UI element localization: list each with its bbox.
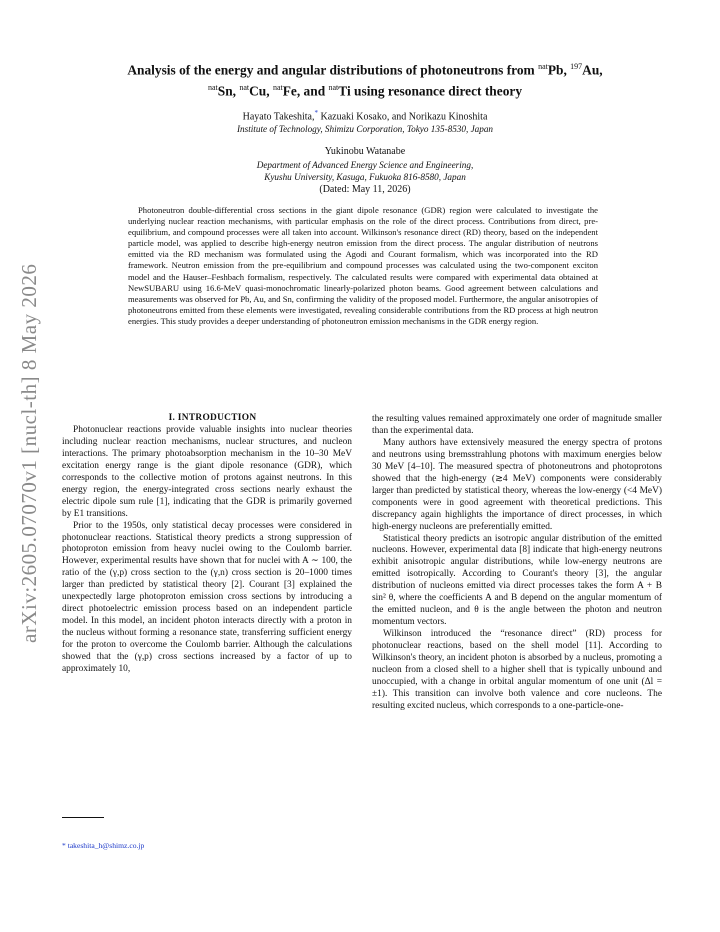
arxiv-identifier[interactable]: arXiv:2605.07070v1 [nucl-th] 8 May 2026 (17, 263, 41, 643)
author-block-2 (60, 146, 670, 196)
intro-paragraph-2: Prior to the 1950s, only statistical decay processes were considered in photonuclear reactions. Statistical theory predicts a strong suppression of photoproton emission from heavy nuclei owing to the Coulomb barrier. However, experimental results have shown that for nuclei with A ∼ 100, the ratio of the (γ,p) cross section to the (γ,n) cross section is 20–1000 times larger than predicted by statistical theory [2]. Courant [3] explained the unexpectedly large photoproton emission cross sections by introducing a direct photoelectric emission process based on an independent particle model. In this model, an incident photon interacts directly with a proton in the nucleus without forming a resonance state, transferring sufficient energy for the proton to overcome the Coulomb barrier. Although the calculations showed that the (γ,p) cross sections increased by a factor of up to approximately 10, (62, 520, 352, 675)
affiliation-shimizu: Institute of Technology, Shimizu Corporation, Tokyo 135-8530, Japan (236, 124, 494, 135)
coauthors: Kazuaki Kosako, and Norikazu Kinoshita (317, 111, 488, 123)
author-email-link[interactable]: takeshita_h@shimz.co.jp (67, 841, 145, 850)
title-line-2: $^{nat}$Sn, $^{nat}$Cu, $^{nat}$Fe, and $^{nat}$Ti using resonance direct theory (207, 83, 523, 99)
footnote-rule (62, 817, 104, 818)
author-block-1 (60, 107, 670, 136)
abstract: Photoneutron double-differential cross sections in the giant dipole resonance (GDR) region were calculated to investigate the underlying nuclear reaction mechanisms, with particular emphasis on the role of the direct process. Contributions from direct, pre-equilibrium, and compound processes were all taken into account. Wilkinson's resonance direct (RD) theory, based on the independent particle model, was applied to describe high-energy neutron emission from the direct process. The angular distribution of neutrons emitted via the RD mechanism was formulated using the Agodi and Courant formalism, which was incorporated into the RD framework. Neutron emission from the pre-equilibrium and compound processes was calculated using the two-component exciton model and the Hauser–Feshbach formalism, respectively. The calculated results were compared with experimental data obtained at NewSUBARU using 16.6-MeV quasi-monochromatic linearly-polarized photon beams. Good agreement between calculations and measurements was observed for Pb, Au, and Sn, confirming the validity of the proposed model. Furthermore, the angular anisotropies of photoneutrons emitted from these elements were investigated, revealing considerable contributions from the RD process at high neutron energies. This study provides a deeper understanding of photoneutron emission mechanisms in the GDR energy region. (128, 205, 598, 326)
title-line-1: Analysis of the energy and angular distributions of photoneutrons from $^{nat}$Pb, $^{197}$Au, (127, 62, 603, 78)
footnote-marker: * (62, 841, 66, 850)
date-line: (Dated: May 11, 2026) (319, 183, 411, 195)
section-heading-introduction: I. INTRODUCTION (168, 413, 257, 423)
affiliation-kyushu-line-1: Department of Advanced Energy Science and Engineering, (256, 159, 474, 170)
corresponding-author-marker[interactable]: * (314, 109, 318, 117)
author-watanabe: Yukinobu Watanabe (324, 146, 406, 157)
first-author: Hayato Takeshita, (242, 111, 315, 123)
intro-paragraph-3: Many authors have extensively measured the energy spectra of protons and neutrons using bremsstrahlung photons with maximum energies below 30 MeV [4–10]. The measured spectra of photoneutrons and photoprotons showed that the high-energy (≳4 MeV) components were considerably larger than predicted by statistical theory, whereas the low-energy (<4 MeV) components were in good agreement with theoretical predictions. This discrepancy again highlights the importance of direct processes, in which high-energy nucleons are preferentially emitted. (372, 437, 662, 532)
right-column (372, 414, 662, 713)
author-list (60, 107, 670, 123)
affiliation-kyushu-line-2: Kyushu University, Kasuga, Fukuoka 816-8580, Japan (264, 172, 466, 182)
intro-paragraph-2-continued: the resulting values remained approximately one order of magnitude smaller than the experimental data. (372, 414, 662, 436)
intro-paragraph-4: Statistical theory predicts an isotropic angular distribution of the emitted nucleons. However, experimental data [8] indicate that high-energy neutrons exhibit anisotropic angular distributions, while low-energy neutrons are emitted isotropically. According to Courant's theory [3], the angular distribution of nucleons emitted via direct processes takes the form A + B sin² θ, where the coefficients A and B depend on the angular momentum of the emitted nucleon, and θ is the angle between the photon and neutron momentum vectors. (372, 533, 662, 628)
intro-paragraph-1: Photonuclear reactions provide valuable insights into nuclear theories including nuclear reaction mechanisms, nuclear structures, and nucleon interactions. The primary photoabsorption mechanism in the 10–30 MeV excitation energy range is the giant dipole resonance (GDR), which corresponds to the collective motion of protons against neutrons. In this energy region, the energy-integrated cross sections nearly exhaust the electric dipole sum rule [1], indicating that the GDR is primarily governed by E1 transitions. (62, 424, 352, 519)
intro-paragraph-5: Wilkinson introduced the “resonance direct” (RD) process for photonuclear reactions, based on the shell model [11]. According to Wilkinson's theory, an incident photon is absorbed by a nucleus, promoting a nucleon from a closed shell to a higher shell that is typically unbound and unoccupied, with a change in orbital angular momentum of one unit (Δl = ±1). This transition can involve both valence and core nucleons. The resulting excited nucleus, which corresponds to a one-particle-one- (372, 629, 662, 711)
footnote (62, 841, 352, 851)
paper-title (60, 58, 670, 101)
left-column (62, 413, 352, 676)
